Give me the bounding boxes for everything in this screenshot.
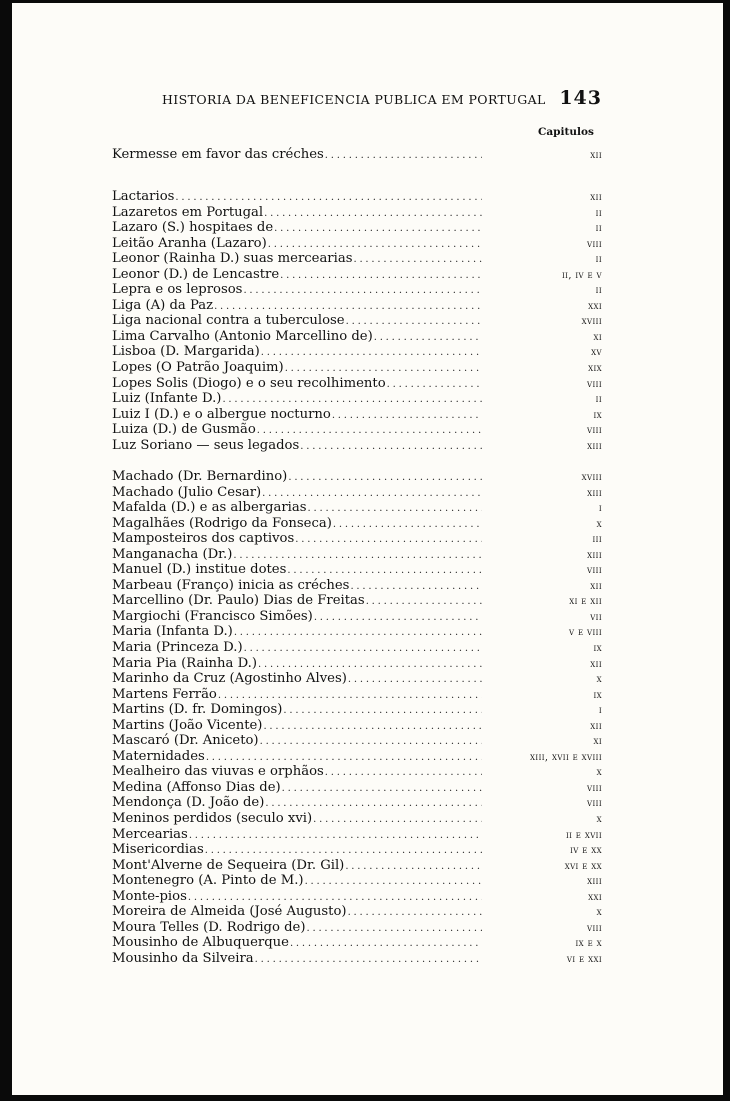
index-entry bbox=[112, 733, 602, 749]
entry-name: Mont'Alverne de Sequeira (Dr. Gil) bbox=[112, 857, 345, 873]
dot-leader bbox=[314, 610, 482, 626]
entry-chapter: i bbox=[598, 503, 602, 515]
dot-leader bbox=[325, 148, 482, 164]
entry-name: Moura Telles (D. Rodrigo de) bbox=[112, 919, 306, 935]
index-entry bbox=[112, 267, 602, 283]
dot-leader bbox=[348, 672, 482, 688]
dot-leader bbox=[265, 796, 482, 812]
dot-leader bbox=[263, 719, 482, 735]
index-entry bbox=[112, 360, 602, 376]
dot-leader bbox=[218, 688, 482, 704]
page-number: 143 bbox=[559, 87, 602, 109]
entry-name: Luiza (D.) de Gusmão bbox=[112, 422, 256, 438]
entry-chapter: viii bbox=[587, 378, 602, 390]
index-entry bbox=[112, 764, 602, 780]
entry-name: Marbeau (Franço) inicia as créches bbox=[112, 577, 350, 593]
dot-leader bbox=[188, 890, 482, 906]
entry-name: Mamposteiros dos captivos bbox=[112, 531, 295, 547]
entry-chapter: xi e xii bbox=[569, 596, 602, 608]
index-entry bbox=[112, 858, 602, 874]
dot-leader bbox=[234, 625, 482, 641]
index-entry bbox=[112, 873, 602, 889]
entry-chapter: xi bbox=[593, 331, 602, 343]
index-entry bbox=[112, 236, 602, 252]
entry-chapter: xix bbox=[588, 363, 602, 375]
entry-chapter: xiii, xvii e xviii bbox=[530, 751, 602, 763]
dot-leader bbox=[285, 361, 482, 377]
entry-name: Lopes (O Patrão Joaquim) bbox=[112, 360, 284, 376]
entry-name: Martens Ferrão bbox=[112, 686, 217, 702]
entry-chapter: ix bbox=[593, 409, 602, 421]
entry-chapter: ii bbox=[595, 254, 602, 266]
entry-chapter: ii bbox=[595, 207, 602, 219]
dot-leader bbox=[233, 548, 482, 564]
dot-leader bbox=[307, 921, 483, 937]
entry-name: Machado (Dr. Bernardino) bbox=[112, 469, 288, 484]
entry-chapter: vii bbox=[590, 611, 602, 623]
index-entry bbox=[112, 811, 602, 827]
entry-name: Margiochi (Francisco Simões) bbox=[112, 608, 313, 624]
entry-chapter: xii bbox=[590, 658, 602, 670]
index-entry bbox=[112, 842, 602, 858]
index-entry bbox=[112, 313, 602, 329]
entry-name: Machado (Julio Cesar) bbox=[112, 484, 262, 500]
index-entry bbox=[112, 282, 602, 298]
entry-name: Moreira de Almeida (José Augusto) bbox=[112, 904, 347, 920]
dot-leader bbox=[255, 952, 482, 968]
dot-leader bbox=[346, 314, 482, 330]
entry-chapter: ii bbox=[595, 285, 602, 297]
dot-leader bbox=[282, 781, 482, 797]
entry-chapter: x bbox=[596, 814, 602, 826]
index-entry bbox=[112, 500, 602, 516]
index-entry bbox=[112, 438, 602, 454]
entry-name: Mousinho da Silveira bbox=[112, 950, 254, 966]
entry-chapter: viii bbox=[587, 798, 602, 810]
dot-leader bbox=[206, 750, 482, 766]
entry-name: Lazaretos em Portugal bbox=[112, 204, 264, 220]
index-entry bbox=[112, 189, 602, 205]
chapters-column-label: Capitulos bbox=[538, 126, 594, 138]
index-entry bbox=[112, 531, 602, 547]
dot-leader bbox=[387, 377, 482, 393]
entry-chapter: viii bbox=[587, 425, 602, 437]
entry-chapter: v e viii bbox=[569, 627, 602, 639]
entry-name: Leitão Aranha (Lazaro) bbox=[112, 235, 267, 251]
dot-leader bbox=[374, 330, 482, 346]
entry-name: Marinho da Cruz (Agostinho Alves) bbox=[112, 671, 347, 687]
entry-chapter: xviii bbox=[581, 472, 602, 483]
index-entry bbox=[112, 562, 602, 578]
entry-chapter: viii bbox=[587, 238, 602, 250]
index-entry bbox=[112, 329, 602, 345]
dot-leader bbox=[305, 874, 482, 890]
index-entry bbox=[112, 640, 602, 656]
entry-chapter: viii bbox=[587, 782, 602, 794]
entry-chapter: viii bbox=[587, 922, 602, 934]
entry-name: Mercearias bbox=[112, 826, 188, 842]
index-entry bbox=[112, 687, 602, 703]
dot-leader bbox=[353, 252, 482, 268]
dot-leader bbox=[350, 579, 482, 595]
entry-chapter: ii bbox=[595, 394, 602, 406]
index-entry bbox=[112, 656, 602, 672]
dot-leader bbox=[262, 486, 482, 502]
dot-leader bbox=[308, 501, 482, 517]
entry-chapter: xii bbox=[590, 192, 602, 203]
entry-chapter: i bbox=[598, 705, 602, 717]
dot-leader bbox=[257, 423, 482, 439]
entry-chapter: viii bbox=[587, 565, 602, 577]
dot-leader bbox=[332, 408, 482, 424]
index-entry bbox=[112, 780, 602, 796]
dot-leader bbox=[333, 517, 482, 533]
dot-leader bbox=[264, 206, 482, 222]
entry-name: Maternidades bbox=[112, 748, 205, 764]
entry-name: Lopes Solis (Diogo) e o seu recolhimento bbox=[112, 375, 386, 391]
entry-name: Lima Carvalho (Antonio Marcellino de) bbox=[112, 328, 373, 344]
entry-name: Liga nacional contra a tuberculose bbox=[112, 313, 345, 329]
dot-leader bbox=[325, 765, 482, 781]
index-entry bbox=[112, 920, 602, 936]
entry-chapter: ix e x bbox=[575, 938, 602, 950]
dot-leader bbox=[243, 283, 482, 299]
index-entry bbox=[112, 935, 602, 951]
entry-name: Liga (A) da Paz bbox=[112, 297, 214, 313]
index-entry bbox=[112, 827, 602, 843]
entry-name: Luiz (Infante D.) bbox=[112, 391, 222, 407]
entry-chapter: xiii bbox=[587, 549, 602, 561]
dot-leader bbox=[313, 812, 482, 828]
entry-chapter: x bbox=[596, 767, 602, 779]
index-entry bbox=[112, 904, 602, 920]
entry-name: Leonor (D.) de Lencastre bbox=[112, 266, 280, 282]
entry-chapter: ix bbox=[593, 643, 602, 655]
entry-chapter: x bbox=[596, 674, 602, 686]
entry-name: Lisboa (D. Margarida) bbox=[112, 344, 260, 360]
dot-leader bbox=[348, 905, 482, 921]
entry-name: Lazaro (S.) hospitaes de bbox=[112, 220, 274, 236]
index-entry bbox=[112, 376, 602, 392]
dot-leader bbox=[214, 299, 482, 315]
entry-name: Manganacha (Dr.) bbox=[112, 546, 233, 562]
dot-leader bbox=[295, 532, 482, 548]
index-entry bbox=[112, 391, 602, 407]
dot-leader bbox=[222, 392, 482, 408]
entry-name: Montenegro (A. Pinto de M.) bbox=[112, 873, 304, 889]
entry-chapter: xviii bbox=[581, 316, 602, 328]
index-entry bbox=[112, 220, 602, 236]
index-entry bbox=[112, 485, 602, 501]
entry-name: Lactarios bbox=[112, 189, 175, 204]
entry-name: Mendonça (D. João de) bbox=[112, 795, 265, 811]
entry-name: Monte-pios bbox=[112, 888, 187, 904]
entry-name: Leonor (Rainha D.) suas mercearias bbox=[112, 251, 353, 267]
entry-chapter: vi e xxi bbox=[566, 953, 602, 965]
entry-chapter: xii bbox=[590, 150, 602, 161]
entry-chapter: ii, iv e v bbox=[562, 269, 602, 281]
index-entry bbox=[112, 251, 602, 267]
entry-name: Martins (D. fr. Domingos) bbox=[112, 702, 283, 718]
entry-chapter: xxi bbox=[588, 891, 602, 903]
dot-leader bbox=[366, 594, 482, 610]
entry-chapter: xiii bbox=[587, 876, 602, 888]
index-entry bbox=[112, 749, 602, 765]
index-entry bbox=[112, 147, 602, 163]
index-entry bbox=[112, 407, 602, 423]
entry-chapter: xv bbox=[591, 347, 602, 359]
dot-leader bbox=[244, 641, 482, 657]
index-entry bbox=[112, 889, 602, 905]
entry-chapter: ii e xvii bbox=[565, 829, 602, 841]
entry-name: Lepra e os leprosos bbox=[112, 282, 243, 298]
entry-name: Mascaró (Dr. Aniceto) bbox=[112, 733, 259, 749]
entry-name: Meninos perdidos (seculo xvi) bbox=[112, 811, 313, 827]
entry-chapter: xiii bbox=[587, 440, 602, 452]
dot-leader bbox=[287, 563, 482, 579]
index-section-m bbox=[112, 469, 602, 967]
index-entry bbox=[112, 205, 602, 221]
index-entry bbox=[112, 422, 602, 438]
index-entry bbox=[112, 609, 602, 625]
entry-name: Luiz I (D.) e o albergue nocturno bbox=[112, 406, 331, 422]
dot-leader bbox=[205, 843, 482, 859]
index-entry bbox=[112, 951, 602, 967]
entry-chapter: xxi bbox=[588, 300, 602, 312]
dot-leader bbox=[261, 345, 482, 361]
entry-chapter: xii bbox=[590, 580, 602, 592]
dot-leader bbox=[274, 221, 482, 237]
entry-name: Kermesse em favor das créches bbox=[112, 147, 324, 162]
dot-leader bbox=[290, 936, 482, 952]
dot-leader bbox=[175, 190, 482, 206]
entry-name: Maria (Princeza D.) bbox=[112, 640, 243, 656]
index-entry bbox=[112, 344, 602, 360]
page-header bbox=[162, 87, 602, 109]
index-section-k bbox=[112, 147, 602, 163]
entry-name: Medina (Affonso Dias de) bbox=[112, 779, 281, 795]
index-entry bbox=[112, 298, 602, 314]
index-entry bbox=[112, 671, 602, 687]
index-entry bbox=[112, 702, 602, 718]
entry-name: Mealheiro das viuvas e orphãos bbox=[112, 764, 324, 780]
index-entry bbox=[112, 469, 602, 485]
entry-chapter: xi bbox=[593, 736, 602, 748]
entry-name: Maria Pia (Rainha D.) bbox=[112, 655, 258, 671]
index-entry bbox=[112, 578, 602, 594]
entry-chapter: iv e xx bbox=[570, 845, 602, 857]
entry-name: Mousinho de Albuquerque bbox=[112, 935, 289, 951]
dot-leader bbox=[260, 734, 482, 750]
index-entry bbox=[112, 547, 602, 563]
entry-name: Luz Soriano — seus legados bbox=[112, 437, 300, 453]
entry-name: Misericordias bbox=[112, 842, 204, 858]
index-section-l bbox=[112, 189, 602, 453]
entry-chapter: x bbox=[596, 907, 602, 919]
entry-name: Martins (João Vicente) bbox=[112, 717, 263, 733]
dot-leader bbox=[258, 657, 482, 673]
index-entry bbox=[112, 624, 602, 640]
entry-chapter: ix bbox=[593, 689, 602, 701]
dot-leader bbox=[345, 859, 482, 875]
dot-leader bbox=[283, 703, 482, 719]
entry-chapter: iii bbox=[592, 534, 602, 546]
index-entry bbox=[112, 516, 602, 532]
entry-chapter: xii bbox=[590, 720, 602, 732]
dot-leader bbox=[280, 268, 482, 284]
dot-leader bbox=[300, 439, 482, 455]
dot-leader bbox=[189, 828, 482, 844]
entry-chapter: ii bbox=[595, 223, 602, 235]
entry-chapter: xvi e xx bbox=[564, 860, 602, 872]
running-title: HISTORIA DA BENEFICENCIA PUBLICA EM PORTUGAL bbox=[162, 92, 546, 107]
dot-leader bbox=[288, 470, 482, 486]
entry-name: Magalhães (Rodrigo da Fonseca) bbox=[112, 515, 332, 531]
index-entry bbox=[112, 795, 602, 811]
entry-chapter: x bbox=[596, 518, 602, 530]
index-entry bbox=[112, 718, 602, 734]
entry-name: Marcellino (Dr. Paulo) Dias de Freitas bbox=[112, 593, 365, 609]
index-entry bbox=[112, 593, 602, 609]
entry-name: Manuel (D.) institue dotes bbox=[112, 562, 287, 578]
entry-name: Mafalda (D.) e as albergarias bbox=[112, 500, 307, 516]
entry-name: Maria (Infanta D.) bbox=[112, 624, 233, 640]
dot-leader bbox=[268, 237, 482, 253]
entry-chapter: xiii bbox=[587, 487, 602, 499]
